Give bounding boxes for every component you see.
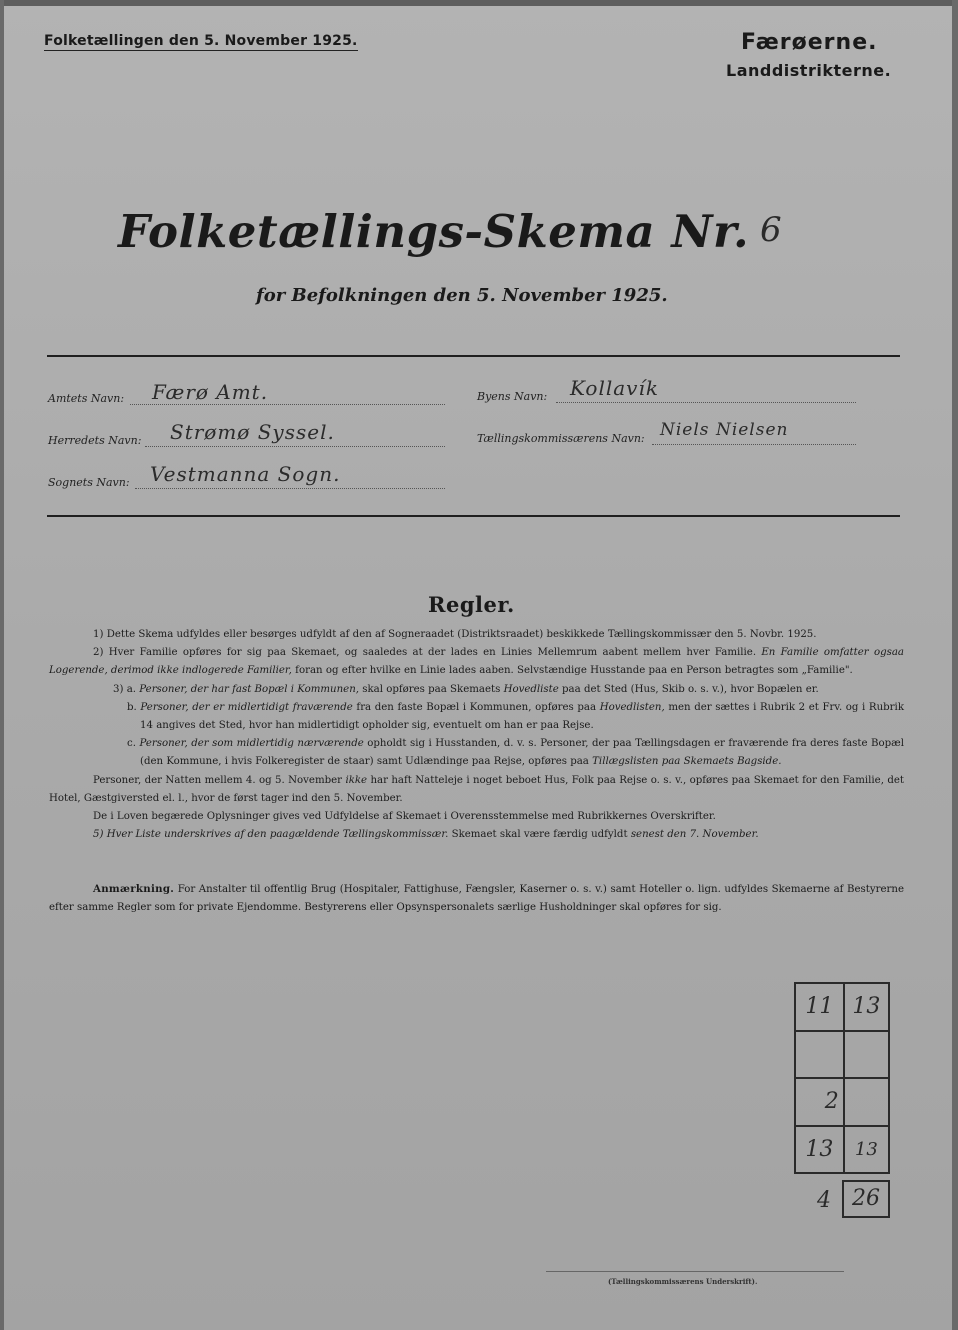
region-header: Færøerne. — [741, 30, 878, 55]
rule-5: De i Loven begærede Oplysninger gives ved Udfyldelse af Skemaet i Overensstemmelse med Rubrikkernes Overskrifter. — [93, 811, 716, 823]
tally-cell — [844, 1078, 889, 1126]
tally-cell — [844, 1031, 889, 1079]
signature-caption: (Tællingskommissærens Underskrift). — [608, 1277, 758, 1286]
kommissaer-label: Tællingskommissærens Navn: — [477, 432, 645, 445]
rule-4: Personer, der Natten mellem 4. og 5. November ikke har haft Natteleje i noget beboet Hus, Folk paa Rejse o. s. v., opføres paa Skemaet for den Familie, det Hotel, Gæstgiversted el. l., hvor de først tager ind den 5. November. — [49, 774, 904, 804]
form-title: Folketællings-Skema Nr. — [118, 205, 750, 258]
herred-label: Herredets Navn: — [48, 434, 142, 447]
divider-top — [47, 355, 900, 357]
herred-dotline — [145, 445, 445, 447]
annotation-text: For Anstalter til offentlig Brug (Hospitaler, Fattighuse, Fængsler, Kaserner o. s. v.) samt Hoteller o. lign. udfyldes Skemaerne af Bestyrerne efter samme Regler som for private Ejendomme. Bestyrerens eller Opsynspersonalets særlige Husholdninger skal opføres for sig. — [49, 884, 904, 914]
by-value: Kollavík — [570, 376, 659, 400]
rule-3b: b. Personer, der er midlertidigt fraværende fra den faste Bopæl i Kommunen, opføres paa Hovedlisten, men der sættes i Rubrik 2 et Frv. og i Rubrik 14 angives det Sted, hvor han midlertidigt opholder sig, eventuelt om han er paa Rejse. — [127, 701, 904, 732]
annotation-note — [49, 880, 904, 917]
tally-cell: 13 — [844, 1126, 889, 1174]
district-type-header: Landdistrikterne. — [726, 61, 892, 80]
form-subtitle: for Befolkningen den 5. November 1925. — [256, 285, 668, 306]
by-label: Byens Navn: — [477, 390, 548, 403]
amt-label: Amtets Navn: — [48, 392, 125, 405]
herred-value: Strømø Syssel. — [170, 420, 335, 444]
scan-border-top — [0, 0, 958, 6]
rule-3a: 3) a. Personer, der har fast Bopæl i Kommunen, skal opføres paa Skemaets Hovedliste paa det Sted (Hus, Skib o. s. v.), hvor Bopælen er. — [113, 683, 819, 695]
rules-title: Regler. — [428, 592, 515, 617]
census-date-header: Folketællingen den 5. November 1925. — [44, 33, 358, 49]
tally-cell — [795, 1031, 844, 1079]
kommissaer-dotline — [652, 443, 856, 445]
rule-2: 2) Hver Familie opføres for sig paa Skemaet, og saaledes at der lades en Linies Mellemrum aabent mellem hver Familie. En Familie omfatter ogsaa Logerende, derimod ikke indlogerede Familier, foran og efter hvilke en Linie lades aaben. Selvstændige Husstande paa en Person betragtes som „Familie". — [49, 647, 904, 677]
sogn-dotline — [135, 487, 445, 489]
scan-border-left — [0, 0, 4, 1330]
rules-text — [49, 626, 904, 844]
rule-3c: c. Personer, der som midlertidig nærværende opholdt sig i Husstanden, d. v. s. Personer, der paa Tællingsdagen er fraværende fra deres faste Bopæl (den Kommune, i hvis Folkeregister de staar) samt Udlændinge paa Rejse, opføres paa Tillægslisten paa Skemaets Bagside. — [127, 738, 904, 768]
tally-cell: 13 — [795, 1126, 844, 1174]
kommissaer-value: Niels Nielsen — [660, 420, 789, 440]
rule-6: 5) Hver Liste underskrives af den paagældende Tællingskommissær. Skemaet skal være færdig udfyldt senest den 7. November. — [93, 829, 759, 841]
tally-total-right: 26 — [842, 1180, 890, 1218]
annotation-label: Anmærkning. — [93, 883, 175, 895]
signature-line — [546, 1271, 844, 1272]
tally-total-left: 4 — [817, 1188, 831, 1213]
sogn-value: Vestmanna Sogn. — [150, 462, 341, 486]
scan-border-right — [952, 0, 958, 1330]
divider-bottom — [47, 515, 900, 517]
rule-1: 1) Dette Skema udfyldes eller besørges udfyldt af den af Sogneraadet (Distriktsraadet) beskikkede Tællingskommissær den 5. Novbr. 1925. — [93, 629, 817, 640]
amt-value: Færø Amt. — [152, 380, 269, 404]
sogn-label: Sognets Navn: — [48, 476, 130, 489]
tally-cell: 11 — [795, 983, 844, 1031]
tally-cell: 13 — [844, 983, 889, 1031]
form-number-handwritten: 6 — [760, 210, 782, 250]
tally-box — [794, 982, 890, 1174]
tally-cell: 2 — [795, 1078, 844, 1126]
by-dotline — [556, 401, 856, 403]
